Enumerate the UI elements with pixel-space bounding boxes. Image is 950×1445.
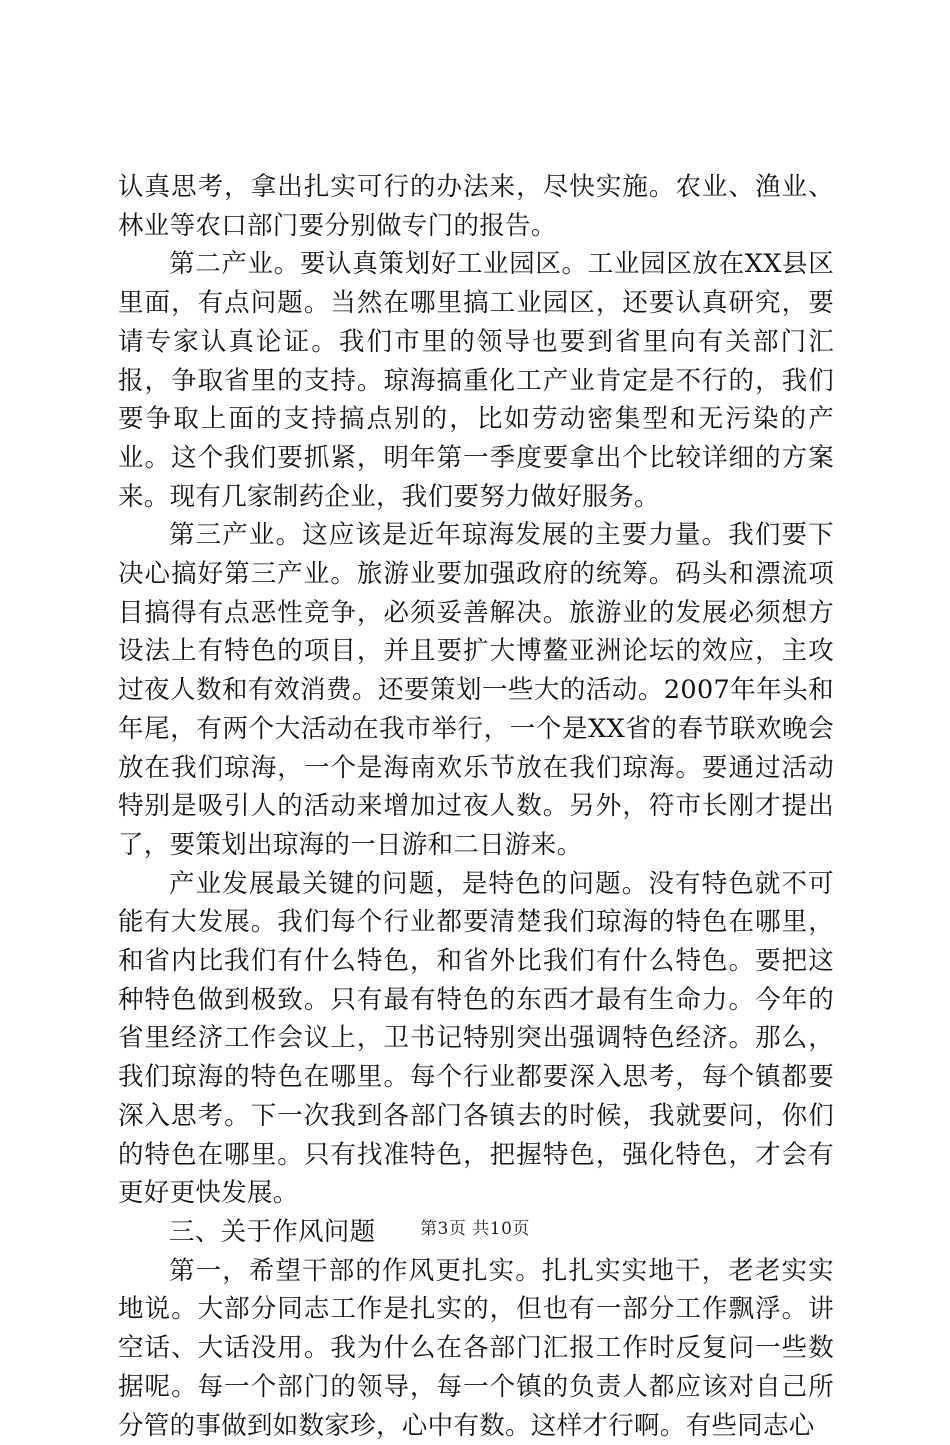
paragraph-2: 第二产业。要认真策划好工业园区。工业园区放在XX县区里面，有点问题。当然在哪里搞工业园区，还要认真研究，要请专家认真论证。我们市里的领导也要到省里向有关部门汇报，争取省里的支持。琼海搞重化工产业肯定是不行的，我们要争取上面的支持搞点别的，比如劳动密集型和无污染的产业。这个我们要抓紧，明年第一季度要拿出个比较详细的方案来。现有几家制药企业，我们要努力做好服务。 [118, 249, 834, 512]
paragraph-5: 第一，希望干部的作风更扎实。扎扎实实地干，老老实实地说。大部分同志工作是扎实的，但也有一部分工作飘浮。讲空话、大话没用。我为什么在各部门汇报工作时反复问一些数据呢。每一个部门的领导，每一个镇的负责人都应该对自己所分管的事做到如数家珍，心中有数。这样才行啊。有些同志心 [118, 1255, 834, 1441]
paragraph-4: 产业发展最关键的问题，是特色的问题。没有特色就不可能有大发展。我们每个行业都要清楚我们琼海的特色在哪里，和省内比我们有什么特色，和省外比我们有什么特色。要把这种特色做到极致。只有最有特色的东西才最有生命力。今年的省里经济工作会议上，卫书记特别突出强调特色经济。那么，我们琼海的特色在哪里。每个行业都要深入思考，每个镇都要深入思考。下一次我到各部门各镇去的时候，我就要问，你们的特色在哪里。只有找准特色，把握特色，强化特色，才会有更好更快发展。 [118, 868, 834, 1209]
page-number-footer: 第3页 共10页 [420, 1219, 530, 1239]
section-heading: 三、关于作风问题 [169, 1216, 376, 1247]
paragraph-3: 第三产业。这应该是近年琼海发展的主要力量。我们要下决心搞好第三产业。旅游业要加强政府的统筹。码头和漂流项目搞得有点恶性竞争，必须妥善解决。旅游业的发展必须想方设法上有特色的项目，并且要扩大博鳌亚洲论坛的效应，主攻过夜人数和有效消费。还要策划一些大的活动。2007年年头和年尾，有两个大活动在我市举行，一个是XX省的春节联欢晚会放在我们琼海，一个是海南欢乐节放在我们琼海。要通过活动特别是吸引人的活动来增加过夜人数。另外，符市长刚才提出了，要策划出琼海的一日游和二日游来。 [118, 520, 834, 860]
paragraph-1: 认真思考，拿出扎实可行的办法来，尽快实施。农业、渔业、林业等农口部门要分别做专门的报告。 [118, 172, 834, 241]
document-body [118, 168, 834, 1445]
